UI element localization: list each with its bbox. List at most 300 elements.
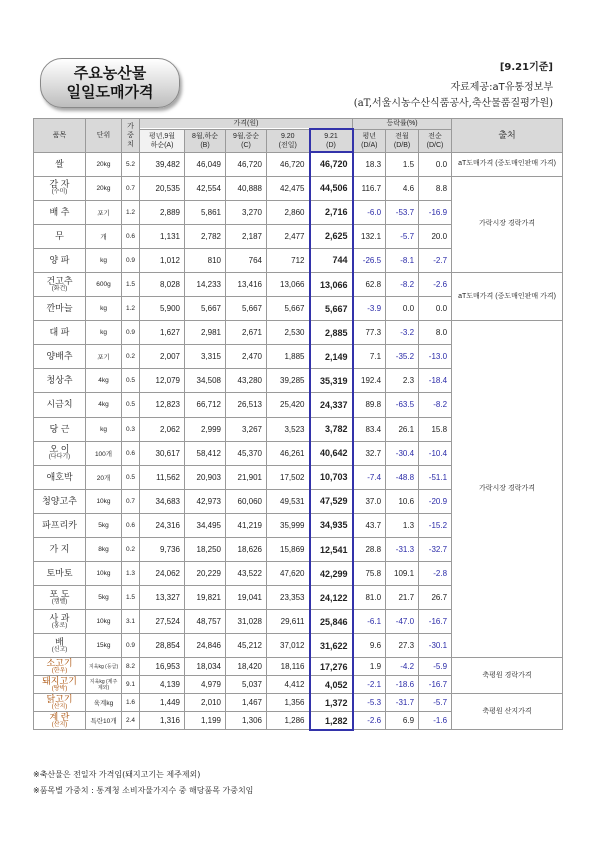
item-name-cell bbox=[34, 694, 86, 712]
price-a-cell: 39,482 bbox=[140, 152, 185, 176]
change-da-cell: 28.8 bbox=[353, 538, 386, 562]
price-c-cell: 26,513 bbox=[226, 393, 267, 417]
change-da-cell: -5.3 bbox=[353, 694, 386, 712]
price-today-cell: 42,299 bbox=[310, 562, 353, 586]
change-dc-cell: -2.8 bbox=[419, 562, 452, 586]
change-db-cell: -30.4 bbox=[386, 441, 419, 465]
price-today-cell: 40,642 bbox=[310, 441, 353, 465]
item-name-cell bbox=[34, 676, 86, 694]
header-item: 품목 bbox=[34, 119, 86, 153]
change-dc-cell: -30.1 bbox=[419, 634, 452, 658]
change-da-cell: 75.8 bbox=[353, 562, 386, 586]
price-c-cell: 2,671 bbox=[226, 321, 267, 345]
table-row bbox=[34, 321, 563, 345]
price-today-cell: 34,935 bbox=[310, 513, 353, 537]
price-c-cell: 46,720 bbox=[226, 152, 267, 176]
change-dc-cell: -8.2 bbox=[419, 393, 452, 417]
price-b-cell: 14,233 bbox=[185, 272, 226, 296]
price-b-cell: 48,757 bbox=[185, 610, 226, 634]
price-a-cell: 12,079 bbox=[140, 369, 185, 393]
item-name: 계 란 bbox=[49, 711, 70, 722]
price-a-cell: 8,028 bbox=[140, 272, 185, 296]
weight-cell: 9.1 bbox=[122, 676, 140, 694]
title-line2: 일일도매가격 bbox=[66, 83, 154, 101]
change-db-cell: -63.5 bbox=[386, 393, 419, 417]
change-db-cell: -47.0 bbox=[386, 610, 419, 634]
change-dc-cell: 0.0 bbox=[419, 297, 452, 321]
item-variety: (다다기) bbox=[48, 454, 71, 461]
price-c-cell: 18,626 bbox=[226, 538, 267, 562]
price-b-cell: 66,712 bbox=[185, 393, 226, 417]
price-prev-cell: 18,116 bbox=[267, 658, 310, 676]
weight-cell: 1.2 bbox=[122, 297, 140, 321]
weight-cell: 1.6 bbox=[122, 694, 140, 712]
price-prev-cell: 3,523 bbox=[267, 417, 310, 441]
source-cell: aT도매가격 (중도매인판매 가격) bbox=[452, 272, 563, 320]
change-da-cell: 43.7 bbox=[353, 513, 386, 537]
price-today-cell: 31,622 bbox=[310, 634, 353, 658]
change-db-cell: -31.3 bbox=[386, 538, 419, 562]
table-row bbox=[34, 152, 563, 176]
change-da-cell: 116.7 bbox=[353, 176, 386, 200]
change-dc-cell: 8.0 bbox=[419, 321, 452, 345]
header-change-group: 등락률(%) bbox=[353, 119, 452, 130]
item-name: 청양고추 bbox=[42, 495, 77, 506]
item-name-cell bbox=[34, 248, 86, 272]
change-dc-cell: 8.8 bbox=[419, 176, 452, 200]
price-b-cell: 2,010 bbox=[185, 694, 226, 712]
item-name: 가 지 bbox=[49, 544, 70, 555]
price-prev-cell: 2,477 bbox=[267, 224, 310, 248]
header-price-d: 9.21 (D) bbox=[310, 129, 353, 152]
price-a-cell: 11,562 bbox=[140, 465, 185, 489]
price-today-cell: 46,720 bbox=[310, 152, 353, 176]
price-prev-cell: 46,261 bbox=[267, 441, 310, 465]
price-a-cell: 9,736 bbox=[140, 538, 185, 562]
price-prev-cell: 13,066 bbox=[267, 272, 310, 296]
price-prev-cell: 42,475 bbox=[267, 176, 310, 200]
item-name: 깐마늘 bbox=[46, 303, 73, 314]
change-db-cell: -3.2 bbox=[386, 321, 419, 345]
price-prev-cell: 35,999 bbox=[267, 513, 310, 537]
unit-cell: 개 bbox=[86, 224, 122, 248]
price-c-cell: 45,370 bbox=[226, 441, 267, 465]
unit-cell: 600g bbox=[86, 272, 122, 296]
price-c-cell: 60,060 bbox=[226, 489, 267, 513]
price-prev-cell: 49,531 bbox=[267, 489, 310, 513]
price-prev-cell: 37,012 bbox=[267, 634, 310, 658]
item-variety: (홍로) bbox=[51, 622, 68, 629]
source-cell: 축평원 산지가격 bbox=[452, 694, 563, 730]
change-db-cell: 6.9 bbox=[386, 712, 419, 730]
item-name: 배 bbox=[55, 636, 64, 647]
item-name: 양배추 bbox=[46, 351, 73, 362]
price-b-cell: 1,199 bbox=[185, 712, 226, 730]
price-b-cell: 3,315 bbox=[185, 345, 226, 369]
header-change-db: 전월 (D/B) bbox=[386, 129, 419, 152]
price-b-cell: 20,903 bbox=[185, 465, 226, 489]
price-today-cell: 24,337 bbox=[310, 393, 353, 417]
item-name: 당 근 bbox=[49, 423, 70, 434]
price-b-cell: 5,861 bbox=[185, 200, 226, 224]
change-db-cell: -8.2 bbox=[386, 272, 419, 296]
weight-cell: 5.2 bbox=[122, 152, 140, 176]
price-c-cell: 13,416 bbox=[226, 272, 267, 296]
unit-cell: 10kg bbox=[86, 489, 122, 513]
price-c-cell: 5,037 bbox=[226, 676, 267, 694]
change-dc-cell: -5.7 bbox=[419, 694, 452, 712]
unit-cell: 4kg bbox=[86, 393, 122, 417]
price-a-cell: 5,900 bbox=[140, 297, 185, 321]
table-row bbox=[34, 272, 563, 296]
price-a-cell: 4,139 bbox=[140, 676, 185, 694]
price-today-cell: 2,885 bbox=[310, 321, 353, 345]
item-variety: (화건) bbox=[51, 285, 68, 292]
item-name: 오 이 bbox=[49, 444, 70, 455]
change-db-cell: -35.2 bbox=[386, 345, 419, 369]
item-variety: (캠벨) bbox=[51, 598, 68, 605]
price-today-cell: 25,846 bbox=[310, 610, 353, 634]
change-db-cell: -31.7 bbox=[386, 694, 419, 712]
price-b-cell: 58,412 bbox=[185, 441, 226, 465]
price-a-cell: 12,823 bbox=[140, 393, 185, 417]
item-name-cell bbox=[34, 610, 86, 634]
weight-cell: 1.5 bbox=[122, 272, 140, 296]
price-prev-cell: 23,353 bbox=[267, 586, 310, 610]
change-db-cell: 1.3 bbox=[386, 513, 419, 537]
change-db-cell: 1.5 bbox=[386, 152, 419, 176]
change-db-cell: -8.1 bbox=[386, 248, 419, 272]
change-da-cell: 18.3 bbox=[353, 152, 386, 176]
price-prev-cell: 39,285 bbox=[267, 369, 310, 393]
price-c-cell: 31,028 bbox=[226, 610, 267, 634]
change-da-cell: -3.9 bbox=[353, 297, 386, 321]
price-today-cell: 1,282 bbox=[310, 712, 353, 730]
price-a-cell: 2,889 bbox=[140, 200, 185, 224]
price-a-cell: 30,617 bbox=[140, 441, 185, 465]
header-source: 출처 bbox=[452, 119, 563, 153]
change-dc-cell: -16.7 bbox=[419, 610, 452, 634]
price-a-cell: 13,327 bbox=[140, 586, 185, 610]
header-weight: 가중치 bbox=[122, 119, 140, 153]
item-name-cell bbox=[34, 513, 86, 537]
price-c-cell: 5,667 bbox=[226, 297, 267, 321]
weight-cell: 0.2 bbox=[122, 538, 140, 562]
price-today-cell: 24,122 bbox=[310, 586, 353, 610]
source-cell: 가락시장 경락가격 bbox=[452, 321, 563, 658]
unit-cell: 육계kg bbox=[86, 694, 122, 712]
header-price-a: 평년,9월 하순(A) bbox=[140, 129, 185, 152]
title-line1: 주요농산물 bbox=[73, 64, 147, 82]
weight-cell: 0.3 bbox=[122, 417, 140, 441]
change-dc-cell: 15.8 bbox=[419, 417, 452, 441]
price-b-cell: 24,846 bbox=[185, 634, 226, 658]
price-c-cell: 764 bbox=[226, 248, 267, 272]
item-name-cell bbox=[34, 712, 86, 730]
unit-cell: 포기 bbox=[86, 345, 122, 369]
item-name: 시금치 bbox=[46, 399, 73, 410]
item-variety: (산지) bbox=[51, 721, 68, 728]
price-prev-cell: 46,720 bbox=[267, 152, 310, 176]
source-cell: 축평원 경락가격 bbox=[452, 658, 563, 694]
price-a-cell: 1,627 bbox=[140, 321, 185, 345]
change-dc-cell: 20.0 bbox=[419, 224, 452, 248]
price-a-cell: 28,854 bbox=[140, 634, 185, 658]
item-name-cell bbox=[34, 321, 86, 345]
change-db-cell: -18.6 bbox=[386, 676, 419, 694]
unit-cell: kg bbox=[86, 297, 122, 321]
price-prev-cell: 47,620 bbox=[267, 562, 310, 586]
price-prev-cell: 2,860 bbox=[267, 200, 310, 224]
change-da-cell: 9.6 bbox=[353, 634, 386, 658]
item-name: 토마토 bbox=[46, 568, 73, 579]
price-prev-cell: 15,869 bbox=[267, 538, 310, 562]
change-db-cell: -5.7 bbox=[386, 224, 419, 248]
change-dc-cell: -51.1 bbox=[419, 465, 452, 489]
weight-cell: 0.9 bbox=[122, 248, 140, 272]
weight-cell: 1.5 bbox=[122, 586, 140, 610]
change-db-cell: 26.1 bbox=[386, 417, 419, 441]
change-dc-cell: -15.2 bbox=[419, 513, 452, 537]
change-dc-cell: -16.7 bbox=[419, 676, 452, 694]
table-row bbox=[34, 658, 563, 676]
price-prev-cell: 1,286 bbox=[267, 712, 310, 730]
price-c-cell: 45,212 bbox=[226, 634, 267, 658]
weight-cell: 1.3 bbox=[122, 562, 140, 586]
price-b-cell: 42,554 bbox=[185, 176, 226, 200]
price-c-cell: 2,187 bbox=[226, 224, 267, 248]
footnote-2: ※품목별 가중치 : 통계청 소비자물가지수 중 해당품목 가중치임 bbox=[33, 786, 254, 795]
unit-cell: 20kg bbox=[86, 176, 122, 200]
item-name: 사 과 bbox=[49, 612, 70, 623]
change-dc-cell: -32.7 bbox=[419, 538, 452, 562]
change-db-cell: 0.0 bbox=[386, 297, 419, 321]
unit-cell: 5kg bbox=[86, 586, 122, 610]
price-a-cell: 24,062 bbox=[140, 562, 185, 586]
unit-cell: kg bbox=[86, 248, 122, 272]
item-name: 양 파 bbox=[49, 254, 70, 265]
change-db-cell: -53.7 bbox=[386, 200, 419, 224]
unit-cell: 지육kg (제주제외) bbox=[86, 676, 122, 694]
weight-cell: 0.7 bbox=[122, 176, 140, 200]
change-db-cell: -48.8 bbox=[386, 465, 419, 489]
change-dc-cell: -16.9 bbox=[419, 200, 452, 224]
item-variety: (신고) bbox=[51, 646, 68, 653]
unit-cell: 10kg bbox=[86, 610, 122, 634]
item-name-cell bbox=[34, 176, 86, 200]
price-prev-cell: 5,667 bbox=[267, 297, 310, 321]
change-da-cell: 77.3 bbox=[353, 321, 386, 345]
item-name-cell bbox=[34, 369, 86, 393]
price-today-cell: 12,541 bbox=[310, 538, 353, 562]
item-variety: (탕박) bbox=[51, 685, 68, 692]
price-c-cell: 2,470 bbox=[226, 345, 267, 369]
item-name: 건고추 bbox=[46, 275, 73, 286]
change-dc-cell: -5.9 bbox=[419, 658, 452, 676]
item-name: 청상추 bbox=[46, 375, 73, 386]
change-dc-cell: -2.6 bbox=[419, 272, 452, 296]
price-c-cell: 3,267 bbox=[226, 417, 267, 441]
change-da-cell: -2.1 bbox=[353, 676, 386, 694]
weight-cell: 0.9 bbox=[122, 321, 140, 345]
item-name-cell bbox=[34, 489, 86, 513]
price-prev-cell: 2,530 bbox=[267, 321, 310, 345]
item-name: 소고기 bbox=[46, 657, 73, 668]
price-today-cell: 744 bbox=[310, 248, 353, 272]
price-today-cell: 5,667 bbox=[310, 297, 353, 321]
weight-cell: 0.6 bbox=[122, 224, 140, 248]
weight-cell: 0.5 bbox=[122, 393, 140, 417]
unit-cell: 5kg bbox=[86, 513, 122, 537]
weight-cell: 0.6 bbox=[122, 441, 140, 465]
price-today-cell: 3,782 bbox=[310, 417, 353, 441]
item-name: 애호박 bbox=[46, 471, 73, 482]
price-b-cell: 46,049 bbox=[185, 152, 226, 176]
item-name: 닭고기 bbox=[46, 693, 73, 704]
change-dc-cell: -20.9 bbox=[419, 489, 452, 513]
change-da-cell: 83.4 bbox=[353, 417, 386, 441]
item-name-cell bbox=[34, 586, 86, 610]
price-a-cell: 1,316 bbox=[140, 712, 185, 730]
weight-cell: 0.5 bbox=[122, 465, 140, 489]
price-c-cell: 1,467 bbox=[226, 694, 267, 712]
change-dc-cell: -1.6 bbox=[419, 712, 452, 730]
weight-cell: 0.7 bbox=[122, 489, 140, 513]
price-b-cell: 34,508 bbox=[185, 369, 226, 393]
item-name-cell bbox=[34, 562, 86, 586]
header-change-dc: 전순 (D/C) bbox=[419, 129, 452, 152]
price-a-cell: 27,524 bbox=[140, 610, 185, 634]
item-name: 쌀 bbox=[55, 158, 64, 169]
change-da-cell: 192.4 bbox=[353, 369, 386, 393]
unit-cell: 20kg bbox=[86, 152, 122, 176]
item-name: 감 자 bbox=[49, 179, 70, 190]
item-name: 배 추 bbox=[49, 206, 70, 217]
price-c-cell: 1,306 bbox=[226, 712, 267, 730]
item-name: 돼지고기 bbox=[42, 675, 77, 686]
price-today-cell: 4,052 bbox=[310, 676, 353, 694]
price-prev-cell: 1,885 bbox=[267, 345, 310, 369]
item-name-cell bbox=[34, 297, 86, 321]
change-da-cell: 32.7 bbox=[353, 441, 386, 465]
item-name-cell bbox=[34, 465, 86, 489]
item-name: 포 도 bbox=[49, 588, 70, 599]
price-c-cell: 40,888 bbox=[226, 176, 267, 200]
item-name-cell bbox=[34, 152, 86, 176]
price-a-cell: 1,012 bbox=[140, 248, 185, 272]
data-agencies: (aT,서울시농수산식품공사,축산물품질평가원) bbox=[353, 98, 553, 109]
weight-cell: 0.9 bbox=[122, 634, 140, 658]
price-today-cell: 2,149 bbox=[310, 345, 353, 369]
change-da-cell: -26.5 bbox=[353, 248, 386, 272]
change-da-cell: -2.6 bbox=[353, 712, 386, 730]
price-b-cell: 19,821 bbox=[185, 586, 226, 610]
item-name-cell bbox=[34, 634, 86, 658]
change-da-cell: 1.9 bbox=[353, 658, 386, 676]
change-db-cell: 10.6 bbox=[386, 489, 419, 513]
price-today-cell: 10,703 bbox=[310, 465, 353, 489]
price-prev-cell: 712 bbox=[267, 248, 310, 272]
change-da-cell: -6.1 bbox=[353, 610, 386, 634]
unit-cell: 8kg bbox=[86, 538, 122, 562]
price-today-cell: 2,716 bbox=[310, 200, 353, 224]
price-b-cell: 2,981 bbox=[185, 321, 226, 345]
item-name-cell bbox=[34, 658, 86, 676]
change-da-cell: 7.1 bbox=[353, 345, 386, 369]
unit-cell: 4kg bbox=[86, 369, 122, 393]
price-b-cell: 2,782 bbox=[185, 224, 226, 248]
price-b-cell: 20,229 bbox=[185, 562, 226, 586]
price-b-cell: 5,667 bbox=[185, 297, 226, 321]
price-today-cell: 17,276 bbox=[310, 658, 353, 676]
header-price-prev: 9.20 (전일) bbox=[267, 129, 310, 152]
item-name: 무 bbox=[55, 230, 64, 241]
price-prev-cell: 4,412 bbox=[267, 676, 310, 694]
item-name-cell bbox=[34, 393, 86, 417]
item-name: 파프리카 bbox=[42, 519, 77, 530]
footnote-1: ※축산물은 전일자 가격임(돼지고기는 제주제외) bbox=[33, 770, 201, 779]
change-da-cell: -7.4 bbox=[353, 465, 386, 489]
price-c-cell: 18,420 bbox=[226, 658, 267, 676]
unit-cell: 지육kg (등급) bbox=[86, 658, 122, 676]
title-badge bbox=[40, 58, 180, 108]
item-name: 대 파 bbox=[49, 327, 70, 338]
price-today-cell: 47,529 bbox=[310, 489, 353, 513]
price-a-cell: 34,683 bbox=[140, 489, 185, 513]
change-dc-cell: 0.0 bbox=[419, 152, 452, 176]
table-row bbox=[34, 176, 563, 200]
table-body bbox=[34, 152, 563, 730]
price-a-cell: 1,131 bbox=[140, 224, 185, 248]
price-c-cell: 43,522 bbox=[226, 562, 267, 586]
price-b-cell: 4,979 bbox=[185, 676, 226, 694]
price-a-cell: 2,007 bbox=[140, 345, 185, 369]
item-variety: (수미) bbox=[51, 189, 68, 196]
weight-cell: 2.4 bbox=[122, 712, 140, 730]
unit-cell: 20개 bbox=[86, 465, 122, 489]
item-name-cell bbox=[34, 224, 86, 248]
item-name-cell bbox=[34, 345, 86, 369]
price-today-cell: 13,066 bbox=[310, 272, 353, 296]
price-today-cell: 35,319 bbox=[310, 369, 353, 393]
change-dc-cell: -10.4 bbox=[419, 441, 452, 465]
price-b-cell: 34,495 bbox=[185, 513, 226, 537]
price-b-cell: 18,250 bbox=[185, 538, 226, 562]
unit-cell: 10kg bbox=[86, 562, 122, 586]
header-unit: 단위 bbox=[86, 119, 122, 153]
price-b-cell: 2,999 bbox=[185, 417, 226, 441]
change-db-cell: 21.7 bbox=[386, 586, 419, 610]
price-c-cell: 21,901 bbox=[226, 465, 267, 489]
change-dc-cell: -13.0 bbox=[419, 345, 452, 369]
price-a-cell: 16,953 bbox=[140, 658, 185, 676]
price-a-cell: 2,062 bbox=[140, 417, 185, 441]
price-today-cell: 1,372 bbox=[310, 694, 353, 712]
item-name-cell bbox=[34, 200, 86, 224]
price-b-cell: 18,034 bbox=[185, 658, 226, 676]
price-prev-cell: 29,611 bbox=[267, 610, 310, 634]
item-name-cell bbox=[34, 441, 86, 465]
price-b-cell: 810 bbox=[185, 248, 226, 272]
basis-date: [9.21기준] bbox=[499, 62, 553, 73]
change-db-cell: 2.3 bbox=[386, 369, 419, 393]
change-da-cell: 89.8 bbox=[353, 393, 386, 417]
weight-cell: 0.6 bbox=[122, 513, 140, 537]
price-c-cell: 3,270 bbox=[226, 200, 267, 224]
price-b-cell: 42,973 bbox=[185, 489, 226, 513]
item-name-cell bbox=[34, 538, 86, 562]
unit-cell: 특란10개 bbox=[86, 712, 122, 730]
